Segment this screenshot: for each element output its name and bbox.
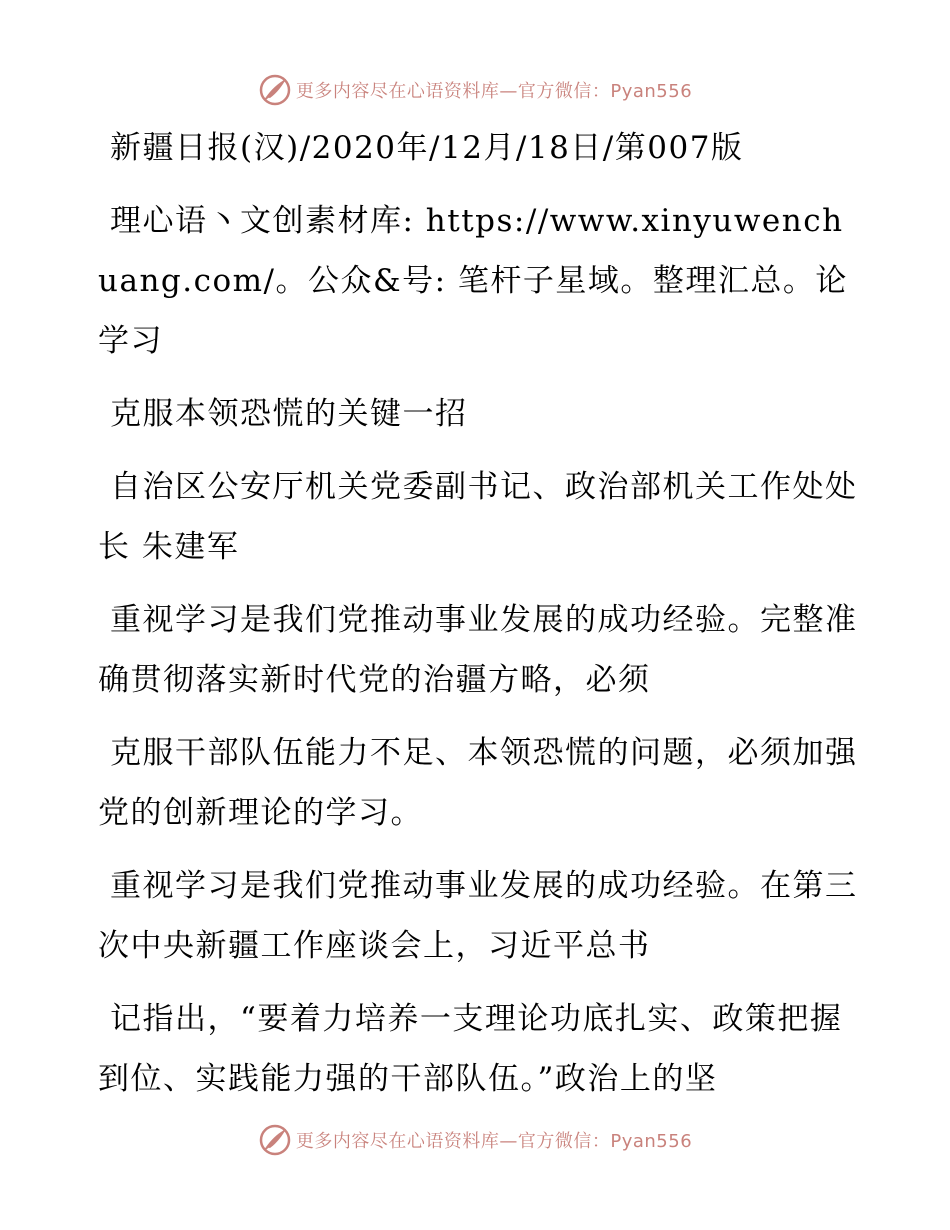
watermark-text: 更多内容尽在心语资料库—官方微信：Pyan556 — [295, 1131, 693, 1152]
body-paragraph: 重视学习是我们党推动事业发展的成功经验。在第三次中央新疆工作座谈会上，习近平总书 — [98, 868, 858, 964]
footer-watermark — [0, 1120, 950, 1160]
feather-quill-logo-icon — [258, 1123, 292, 1157]
header-watermark — [0, 70, 950, 110]
material-library-note: 理心语丶文创素材库: https://www.xinyuwenchuang.com/。公众&号: 笔杆子星域。整理汇总。论学习 — [98, 203, 848, 359]
body-paragraph: 克服干部队伍能力不足、本领恐慌的问题，必须加强党的创新理论的学习。 — [98, 735, 858, 831]
feather-quill-logo-icon — [258, 73, 292, 107]
watermark-text: 更多内容尽在心语资料库—官方微信：Pyan556 — [295, 81, 693, 102]
document-body — [98, 118, 858, 1122]
author-line: 自治区公安厅机关党委副书记、政治部机关工作处处长 朱建军 — [98, 469, 858, 565]
body-paragraph: 记指出，“要着力培养一支理论功底扎实、政策把握到位、实践能力强的干部队伍。”政治上的坚 — [98, 1001, 843, 1097]
source-line: 新疆日报(汉)/2020年/12月/18日/第007版 — [110, 130, 744, 166]
body-paragraph: 重视学习是我们党推动事业发展的成功经验。完整准确贯彻落实新时代党的治疆方略，必须 — [98, 602, 858, 698]
article-title: 克服本领恐慌的关键一招 — [110, 396, 468, 432]
